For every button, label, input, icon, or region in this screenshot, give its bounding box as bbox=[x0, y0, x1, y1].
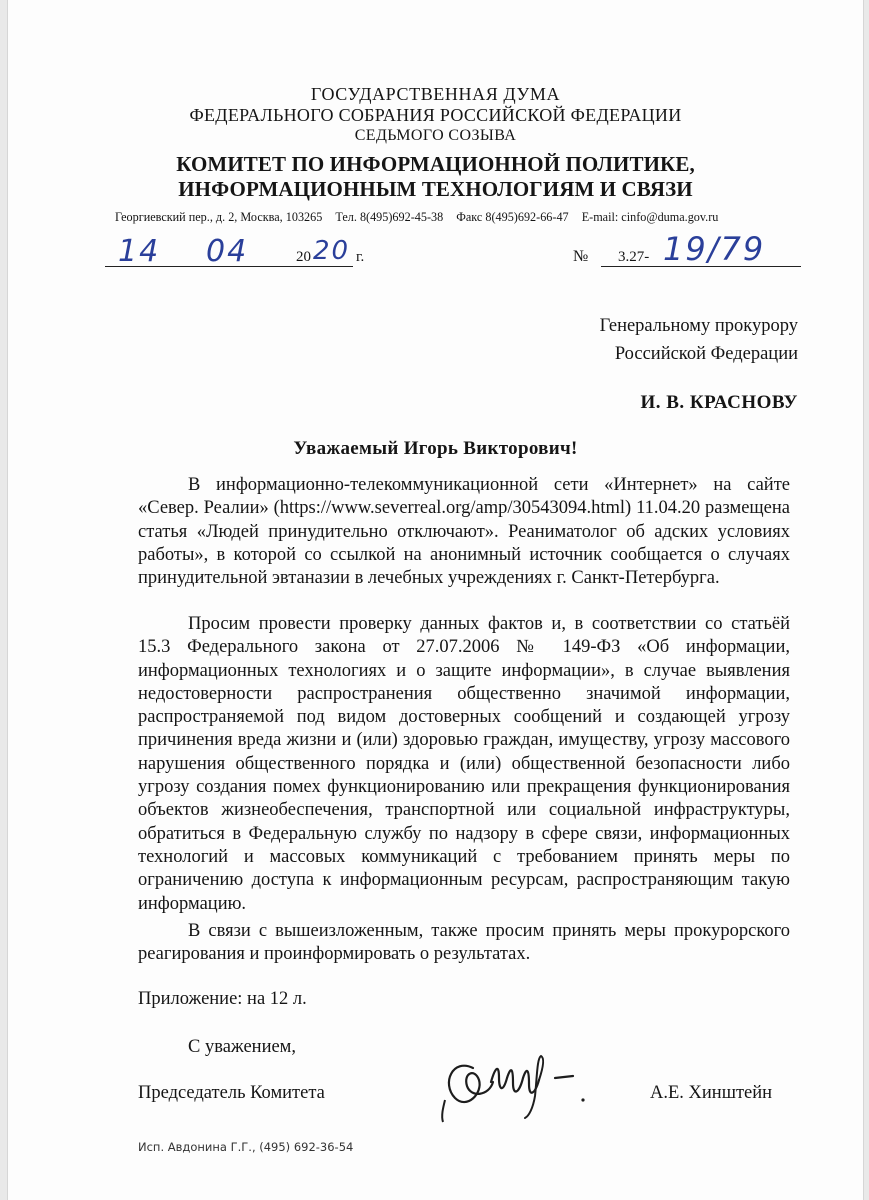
body-paragraph-2: Просим провести проверку данных фактов и, в соответствии со статьёй 15.3 Федерального закона от 27.07.2006 № 149-ФЗ «Об информации, информационных технологиях и о защите информации», в случае выявления недостоверности распространения общественно значимой информации, распространяемой под видом достоверных сообщений и создающей угрозу причинения вреда жизни и (или) здоровью граждан, имуществу, угрозу массового нарушения общественного порядка и (или) общественной безопасности либо угрозу создания помех функционированию или прекращения функционирования объектов жизнеобеспечения, транспортной или социальной инфраструктуры, обратиться в Федеральную службу по надзору в сфере связи, информационных технологий и массовых коммуникаций с требованием принять меры по ограничению доступа к информационным ресурсам, распространяющим такую информацию. bbox=[138, 614, 790, 914]
date-day-handwritten: 14 bbox=[118, 234, 161, 269]
header-duma: ГОСУДАРСТВЕННАЯ ДУМА bbox=[310, 84, 561, 104]
contact-address: Георгиевский пер., д. 2, Москва, 103265 bbox=[115, 210, 323, 224]
signature-image bbox=[433, 1038, 608, 1128]
body-paragraph-1: В информационно-телекоммуникационной сети «Интернет» на сайте «Север. Реалии» (https://www.severreal.org/amp/30543094.html) 11.04.20 размещена статья «Людей принудительно отключают». Реаниматолог об адских условиях работы», в которой со ссылкой на анонимный источник сообщается о случаях принудительной эвтаназии в лечебных учреждениях г. Санкт-Петербурга. bbox=[138, 475, 790, 589]
number-printed: 3.27- bbox=[618, 249, 650, 265]
body-paragraph-3: В связи с вышеизложенным, также просим принять меры прокурорского реагирования и проинформировать о результатах. bbox=[138, 921, 790, 965]
date-year-handwritten: 20 bbox=[313, 236, 351, 266]
salutation: Уважаемый Игорь Викторович! bbox=[293, 438, 578, 459]
date-suffix: г. bbox=[356, 249, 365, 265]
header-convocation: СЕДЬМОГО СОЗЫВА bbox=[354, 127, 517, 144]
executor-contact: Исп. Авдонина Г.Г., (495) 692-36-54 bbox=[138, 1140, 354, 1154]
addressee-name: И. В. КРАСНОВУ bbox=[640, 392, 798, 413]
signatory-title: Председатель Комитета bbox=[138, 1083, 325, 1103]
date-year-prefix: 20 bbox=[296, 249, 311, 265]
contacts-line bbox=[115, 210, 728, 225]
committee-title-line2: ИНФОРМАЦИОННЫМ ТЕХНОЛОГИЯМ И СВЯЗИ bbox=[178, 177, 693, 201]
contact-phone: Тел. 8(495)692-45-38 bbox=[335, 210, 444, 224]
committee-title-line1: КОМИТЕТ ПО ИНФОРМАЦИОННОЙ ПОЛИТИКЕ, bbox=[176, 152, 695, 176]
contact-fax: Факс 8(495)692-66-47 bbox=[456, 210, 569, 224]
contact-email: E-mail: cinfo@duma.gov.ru bbox=[581, 210, 719, 224]
number-sign: № bbox=[573, 248, 589, 265]
date-month-handwritten: 04 bbox=[206, 234, 249, 269]
attachment-note: Приложение: на 12 л. bbox=[138, 989, 307, 1009]
closing-regards: С уважением, bbox=[188, 1037, 297, 1057]
addressee-line2: Российской Федерации bbox=[614, 344, 798, 364]
addressee-line1: Генеральному прокурору bbox=[599, 316, 798, 336]
number-handwritten: 19/79 bbox=[663, 230, 766, 268]
header-federal-assembly: ФЕДЕРАЛЬНОГО СОБРАНИЯ РОССИЙСКОЙ ФЕДЕРАЦИИ bbox=[189, 105, 682, 125]
letter-page bbox=[8, 0, 863, 1200]
signatory-name: А.Е. Хинштейн bbox=[650, 1083, 773, 1103]
